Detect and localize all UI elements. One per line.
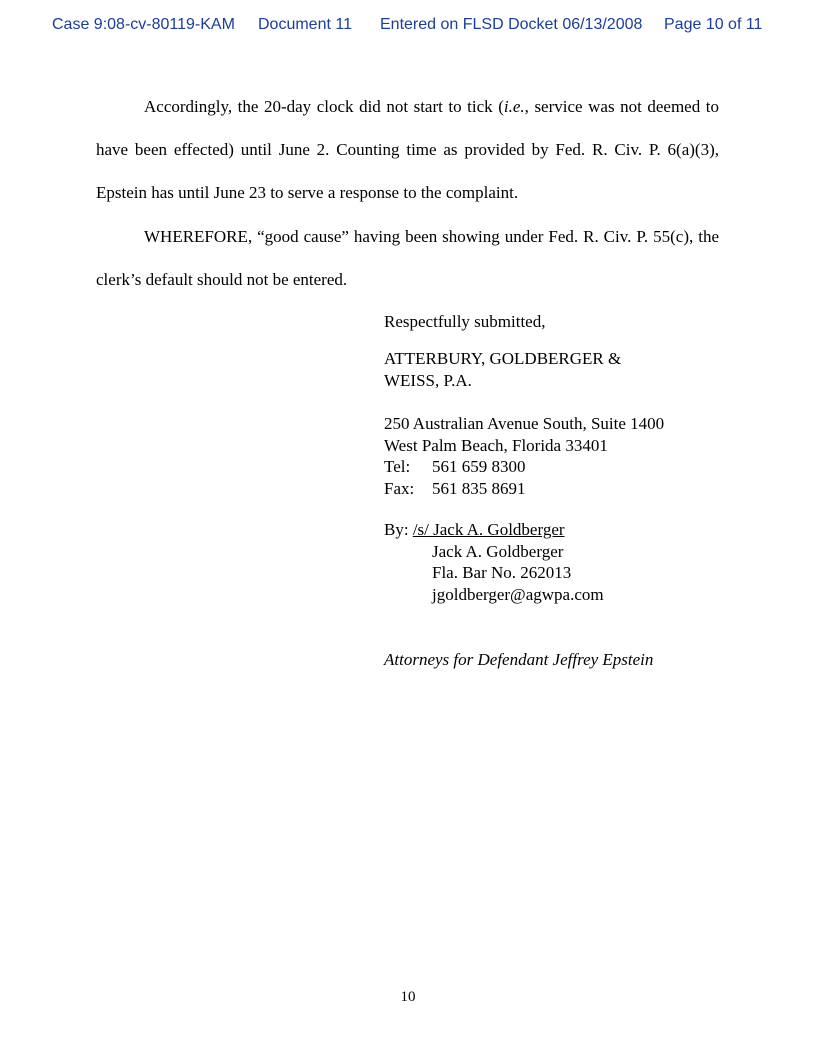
para1-italic: i.e. bbox=[503, 97, 525, 116]
tel-number: 561 659 8300 bbox=[432, 457, 526, 476]
bar-number: Fla. Bar No. 262013 bbox=[432, 563, 572, 582]
closing-line: Respectfully submitted, bbox=[384, 312, 546, 331]
page-number: 10 bbox=[400, 989, 416, 1005]
para1-text-start: Accordingly, the 20-day clock did not start to tick ( bbox=[144, 97, 504, 116]
docket-entry-date: Entered on FLSD Docket 06/13/2008 bbox=[380, 16, 643, 33]
document-number: Document 11 bbox=[258, 16, 352, 33]
address-line1: 250 Australian Avenue South, Suite 1400 bbox=[384, 414, 665, 433]
para1-text-end: , service was not deemed to have been effected) until June 2. Counting time as provided by Fed. R. Civ. P. 6(a)(3), Epstein has until June 23 to serve a response to the complaint. bbox=[96, 97, 719, 202]
attorneys-for-line: Attorneys for Defendant Jeffrey Epstein bbox=[384, 650, 654, 669]
attorney-name: Jack A. Goldberger bbox=[432, 541, 564, 561]
firm-address bbox=[384, 413, 664, 499]
address-line2: West Palm Beach, Florida 33401 bbox=[384, 435, 608, 455]
fax bbox=[384, 478, 664, 500]
firm-name-line2: WEISS, P.A. bbox=[384, 370, 472, 390]
page-of-pages: Page 10 of 11 bbox=[664, 16, 763, 33]
case-number: Case 9:08-cv-80119-KAM bbox=[52, 16, 235, 33]
fax-number: 561 835 8691 bbox=[432, 478, 526, 498]
firm-name-line1: ATTERBURY, GOLDBERGER & bbox=[384, 349, 622, 368]
by-label: By: bbox=[384, 520, 413, 539]
telephone bbox=[384, 456, 664, 478]
signature-block bbox=[384, 519, 604, 605]
tel-label: Tel: bbox=[384, 457, 411, 476]
firm-name bbox=[384, 348, 621, 391]
attorney-email: jgoldberger@agwpa.com bbox=[432, 584, 604, 604]
by-line bbox=[384, 519, 604, 541]
fax-label: Fax: bbox=[384, 478, 415, 498]
paragraph-service-timing bbox=[96, 85, 719, 214]
paragraph-wherefore: WHEREFORE, “good cause” having been showing under Fed. R. Civ. P. 55(c), the clerk’s default should not be entered. bbox=[96, 227, 719, 289]
electronic-signature: /s/ Jack A. Goldberger bbox=[412, 520, 565, 539]
